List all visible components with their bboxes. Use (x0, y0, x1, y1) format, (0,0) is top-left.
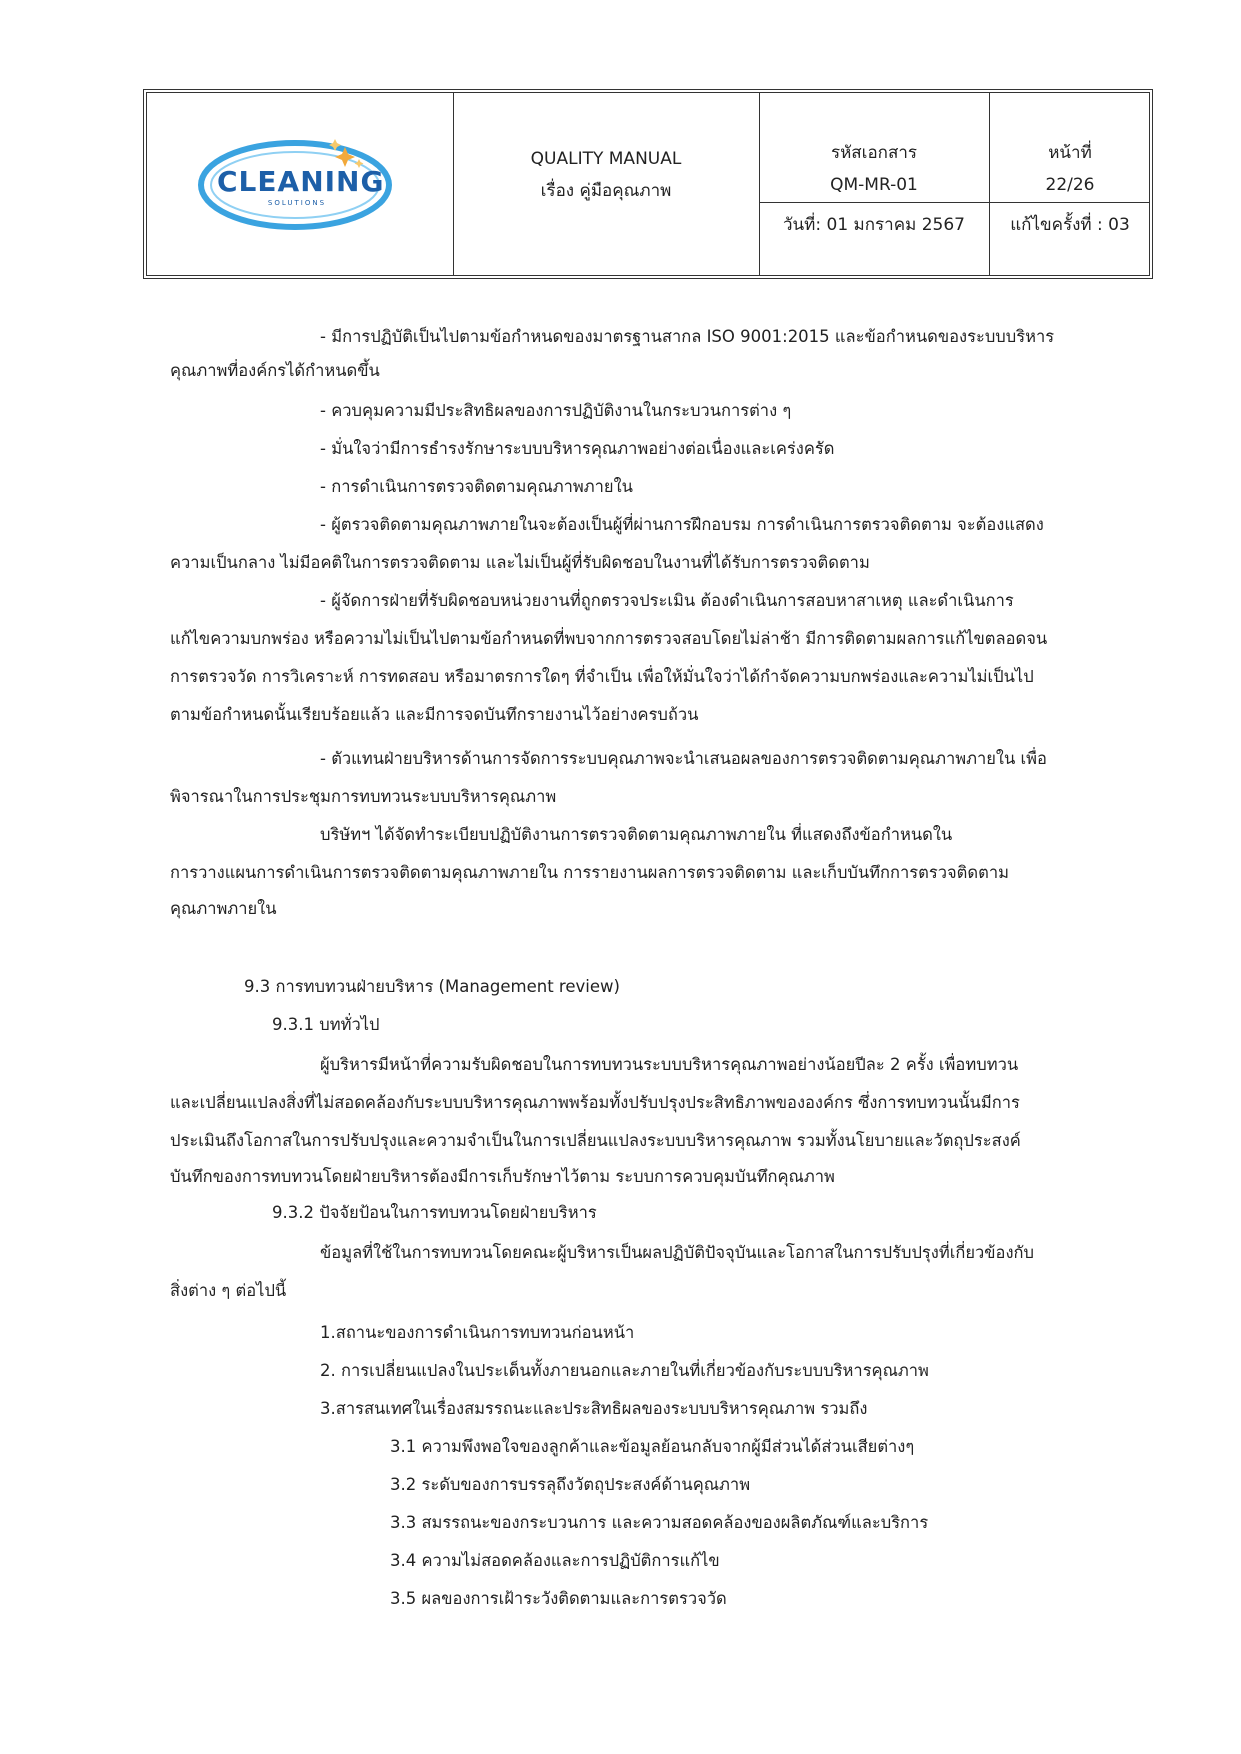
text-line: บันทึกของการทบทวนโดยฝ่ายบริหารต้องมีการเก็บรักษาไว้ตาม ระบบการควบคุมบันทึกคุณภาพ (170, 1167, 835, 1186)
text-line: สิ่งต่าง ๆ ต่อไปนี้ (170, 1281, 287, 1300)
manual-title: QUALITY MANUAL (530, 149, 682, 169)
doc-date: วันที่: 01 มกราคม 2567 (783, 215, 965, 235)
text-line: - ผู้ตรวจติดตามคุณภาพภายในจะต้องเป็นผู้ที่ผ่านการฝึกอบรม การดำเนินการตรวจติดตาม จะต้องแสดง (320, 515, 1044, 534)
text-line: - การดำเนินการตรวจติดตามคุณภาพภายใน (320, 477, 633, 496)
text-line: - ผู้จัดการฝ่ายที่รับผิดชอบหน่วยงานที่ถูกตรวจประเมิน ต้องดำเนินการสอบหาสาเหตุ และดำเนินการ (320, 591, 1014, 610)
list-item: 3.4 ความไม่สอดคล้องและการปฏิบัติการแก้ไข (390, 1551, 720, 1570)
list-item: 1.สถานะของการดำเนินการทบทวนก่อนหน้า (320, 1323, 635, 1342)
subsection-heading: 9.3.1 บททั่วไป (272, 1015, 380, 1034)
text-line: และเปลี่ยนแปลงสิ่งที่ไม่สอดคล้องกับระบบบริหารคุณภาพพร้อมทั้งปรับปรุงประสิทธิภาพขององค์กร ซึ่งการทบทวนนั้นมีการ (170, 1093, 1020, 1112)
text-line: ตามข้อกำหนดนั้นเรียบร้อยแล้ว และมีการจดบันทึกรายงานไว้อย่างครบถ้วน (170, 705, 699, 724)
revision-cell (989, 209, 1151, 241)
document-header (143, 89, 1153, 279)
section-heading: 9.3 การทบทวนฝ่ายบริหาร (Management review) (244, 977, 620, 996)
manual-title-cell (453, 143, 759, 207)
text-line: - ควบคุมความมีประสิทธิผลของการปฏิบัติงานในกระบวนการต่าง ๆ (320, 401, 792, 420)
subsection-heading: 9.3.2 ปัจจัยป้อนในการทบทวนโดยฝ่ายบริหาร (272, 1203, 597, 1222)
text-line: บริษัทฯ ได้จัดทำระเบียบปฏิบัติงานการตรวจติดตามคุณภาพภายใน ที่แสดงถึงข้อกำหนดใน (320, 825, 953, 844)
text-line: คุณภาพที่องค์กรได้กำหนดขึ้น (170, 361, 380, 380)
header-divider (759, 202, 1149, 203)
list-item: 3.5 ผลของการเฝ้าระวังติดตามและการตรวจวัด (390, 1589, 727, 1608)
text-line: - มั่นใจว่ามีการธำรงรักษาระบบบริหารคุณภาพอย่างต่อเนื่องและเคร่งครัด (320, 439, 835, 458)
text-line: คุณภาพภายใน (170, 899, 277, 918)
page-label: หน้าที่ (1048, 143, 1092, 163)
page-number: 22/26 (1045, 175, 1095, 195)
list-item: 3.2 ระดับของการบรรลุถึงวัตถุประสงค์ด้านคุณภาพ (390, 1475, 751, 1494)
company-logo (195, 133, 395, 233)
logo-subtext: SOLUTIONS (267, 199, 327, 207)
doc-code-label: รหัสเอกสาร (830, 143, 918, 163)
text-line: การตรวจวัด การวิเคราะห์ การทดสอบ หรือมาตรการใดๆ ที่จำเป็น เพื่อให้มั่นใจว่าได้กำจัดความบกพร่องและความไม่เป็นไป (170, 667, 1034, 686)
list-item: 2. การเปลี่ยนแปลงในประเด็นทั้งภายนอกและภายในที่เกี่ยวข้องกับระบบบริหารคุณภาพ (320, 1361, 929, 1380)
text-line: การวางแผนการดำเนินการตรวจติดตามคุณภาพภายใน การรายงานผลการตรวจติดตาม และเก็บบันทึกการตรวจติดตาม (170, 863, 1009, 882)
revision: แก้ไขครั้งที่ : 03 (1010, 215, 1130, 235)
list-item: 3.สารสนเทศในเรื่องสมรรถนะและประสิทธิผลของระบบบริหารคุณภาพ รวมถึง (320, 1399, 868, 1418)
list-item: 3.1 ความพึงพอใจของลูกค้าและข้อมูลย้อนกลับจากผู้มีส่วนได้ส่วนเสียต่างๆ (390, 1437, 915, 1456)
text-line: - มีการปฏิบัติเป็นไปตามข้อกำหนดของมาตรฐานสากล ISO 9001:2015 และข้อกำหนดของระบบบริหาร (320, 327, 1055, 346)
page-cell (989, 137, 1151, 201)
text-line: ประเมินถึงโอกาสในการปรับปรุงและความจำเป็นในการเปลี่ยนแปลงระบบบริหารคุณภาพ รวมทั้งนโยบายและวัตถุประสงค์ (170, 1131, 1021, 1150)
doc-code-cell (759, 137, 989, 201)
text-line: ความเป็นกลาง ไม่มีอคติในการตรวจติดตาม และไม่เป็นผู้ที่รับผิดชอบในงานที่ได้รับการตรวจติดตาม (170, 553, 870, 572)
date-cell (759, 209, 989, 241)
logo-text: CLEANING (217, 165, 385, 198)
text-line: ข้อมูลที่ใช้ในการทบทวนโดยคณะผู้บริหารเป็นผลปฏิบัติปัจจุบันและโอกาสในการปรับปรุงที่เกี่ยวข้องกับ (320, 1243, 1034, 1262)
manual-subtitle: เรื่อง คู่มือคุณภาพ (540, 181, 672, 201)
doc-code: QM-MR-01 (830, 175, 918, 195)
text-line: แก้ไขความบกพร่อง หรือความไม่เป็นไปตามข้อกำหนดที่พบจากการตรวจสอบโดยไม่ล่าช้า มีการติดตามผลการแก้ไขตลอดจน (170, 629, 1048, 648)
text-line: ผู้บริหารมีหน้าที่ความรับผิดชอบในการทบทวนระบบบริหารคุณภาพอย่างน้อยปีละ 2 ครั้ง เพื่อทบทวน (320, 1055, 1019, 1074)
text-line: - ตัวแทนฝ่ายบริหารด้านการจัดการระบบคุณภาพจะนำเสนอผลของการตรวจติดตามคุณภาพภายใน เพื่อ (320, 749, 1047, 768)
list-item: 3.3 สมรรถนะของกระบวนการ และความสอดคล้องของผลิตภัณฑ์และบริการ (390, 1513, 929, 1532)
text-line: พิจารณาในการประชุมการทบทวนระบบบริหารคุณภาพ (170, 787, 557, 806)
